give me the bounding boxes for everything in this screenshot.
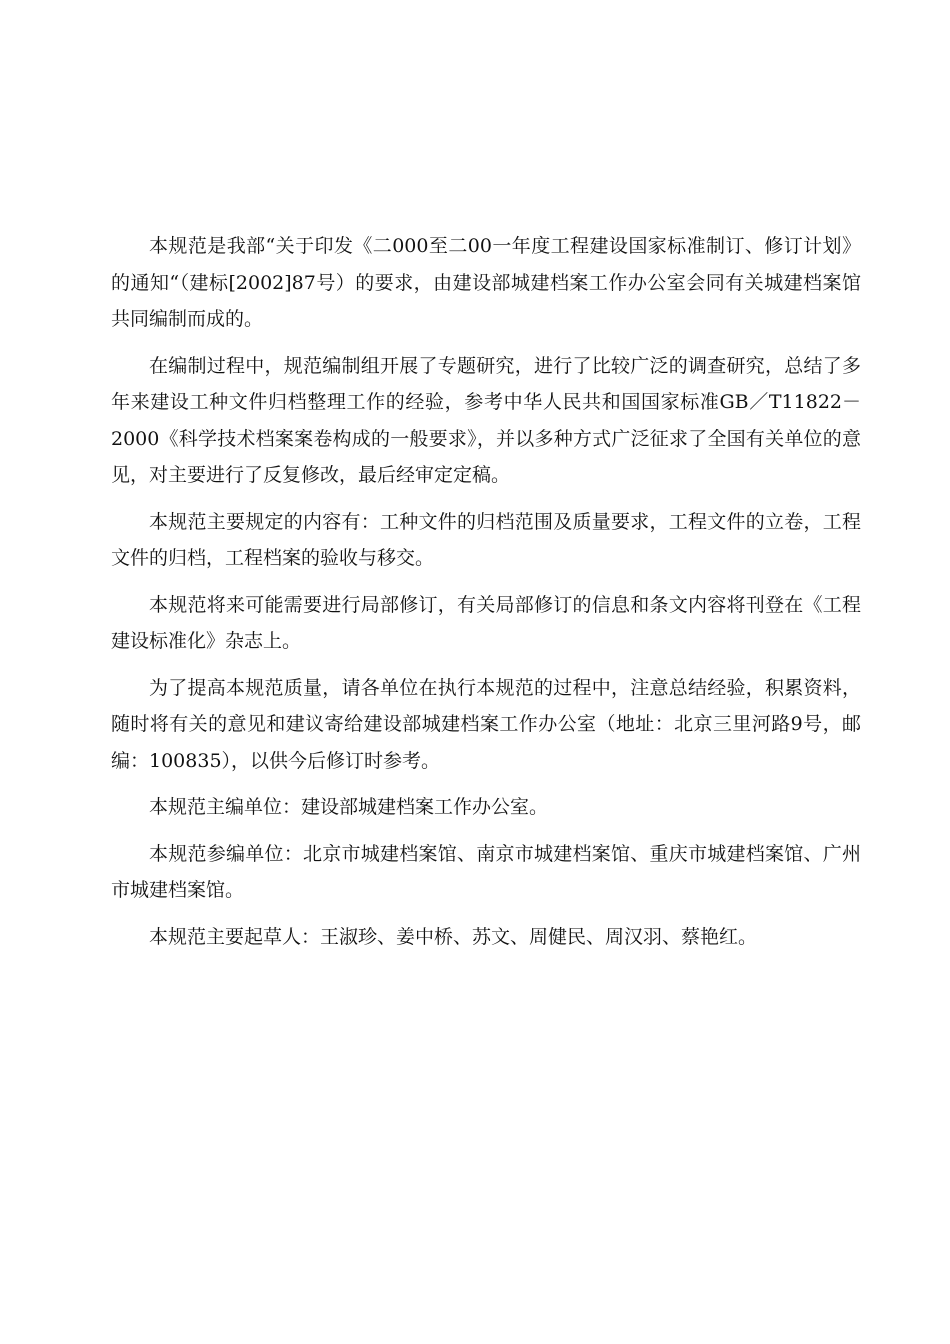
paragraph-drafters: 本规范主要起草人：王淑珍、姜中桥、苏文、周健民、周汉羽、蔡艳红。 bbox=[149, 925, 758, 948]
paragraph-co-editors: 本规范参编单位：北京市城建档案馆、南京市城建档案馆、重庆市城建档案馆、广州市城建档案馆。 bbox=[111, 842, 861, 901]
paragraph-content: 本规范主要规定的内容有：工种文件的归档范围及质量要求，工程文件的立卷，工程文件的归档，工程档案的验收与移交。 bbox=[111, 510, 861, 569]
paragraph-process: 在编制过程中，规范编制组开展了专题研究，进行了比较广泛的调查研究，总结了多年来建设工种文件归档整理工作的经验，参考中华人民共和国国家标准GB／T11822－2000《科学技术档案案卷构成的一般要求》，并以多种方式广泛征求了全国有关单位的意见，对主要进行了反复修改，最后经审定定稿。 bbox=[111, 354, 861, 486]
paragraph-origin: 本规范是我部“关于印发《二000至二00一年度工程建设国家标准制订、修订计划》的通知“（建标[2002]87号）的要求，由建设部城建档案工作办公室会同有关城建档案馆共同编制而成的。 bbox=[111, 235, 861, 330]
paragraph-feedback: 为了提高本规范质量，请各单位在执行本规范的过程中，注意总结经验，积累资料，随时将有关的意见和建议寄给建设部城建档案工作办公室（地址：北京三里河路9号，邮编：100835），以供今后修订时参考。 bbox=[111, 676, 861, 772]
paragraph-chief-editor: 本规范主编单位：建设部城建档案工作办公室。 bbox=[149, 796, 549, 818]
paragraph-revision: 本规范将来可能需要进行局部修订，有关局部修订的信息和条文内容将刊登在《工程建设标准化》杂志上。 bbox=[111, 593, 861, 652]
document-body bbox=[111, 228, 861, 965]
